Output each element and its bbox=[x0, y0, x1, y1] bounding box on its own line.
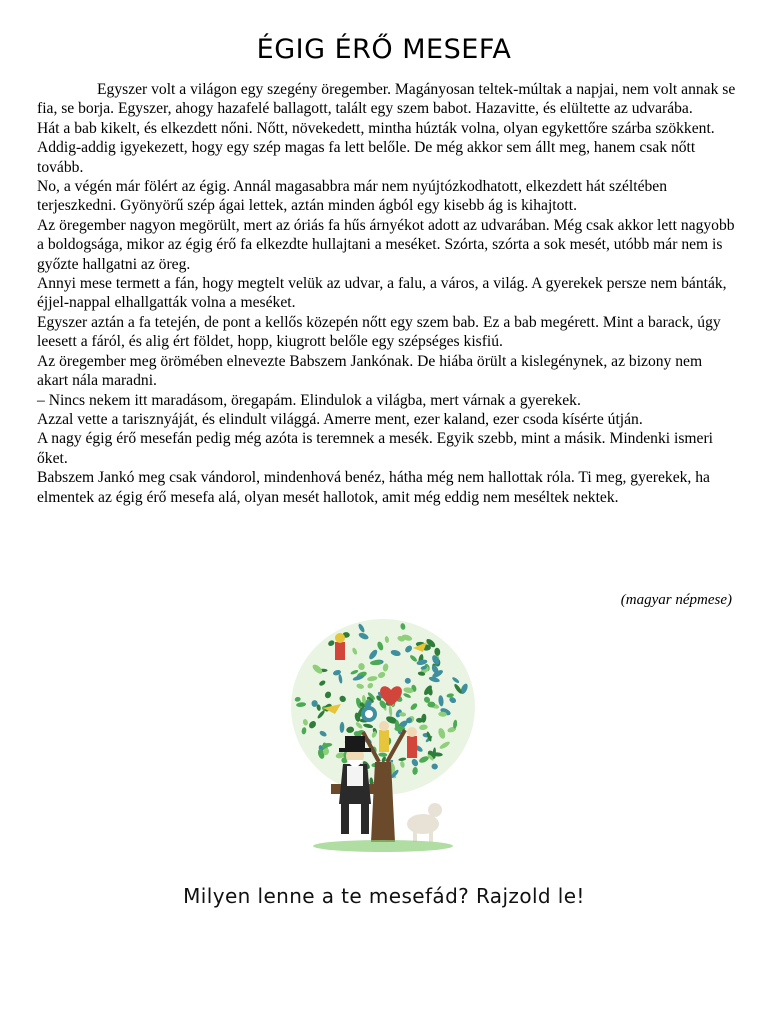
story-paragraph: Annyi mese termett a fán, hogy megtelt velük az udvar, a falu, a város, a világ. A gyerekek persze nem bánták, éjjel-nappal elhallgatták volna a meséket. bbox=[37, 275, 727, 312]
dog-figure bbox=[407, 803, 442, 842]
story-paragraph: Egyszer volt a világon egy szegény öregember. Magányosan teltek-múltak a napjai, nem volt annak se fia, se borja. Egyszer, ahogy hazafelé ballagott, talált egy szem babot. Hazavitte, és elültette az udvarába. bbox=[37, 81, 736, 118]
page-title: ÉGIG ÉRŐ MESEFA bbox=[256, 34, 512, 65]
story-text bbox=[37, 80, 737, 507]
drawing-prompt: Milyen lenne a te mesefád? Rajzold le! bbox=[183, 884, 585, 908]
story-paragraph: Hát a bab kikelt, és elkezdett nőni. Nőtt, növekedett, mintha húzták volna, olyan egykettőre szárba szökkent. Addig-addig igyekezett, hogy egy szép magas fa lett belőle. De még akkor sem állt meg, hanem csak nőtt tovább. bbox=[37, 119, 715, 176]
story-paragraph: Egyszer aztán a fa tetején, de pont a kellős közepén nőtt egy szem bab. Ez a bab megérett. Mint a barack, úgy leesett a fáról, és alig ért földet, hopp, kiugrott belőle egy szépséges kisfiú. bbox=[37, 313, 721, 351]
story-paragraph: Azzal vette a tarisznyáját, és elindult világgá. Amerre ment, ezer kaland, ezer csoda kísérte útján. bbox=[37, 410, 643, 428]
story-paragraph: A nagy égig érő mesefán pedig még azóta is teremnek a mesék. Egyik szebb, mint a másik. Mindenki ismeri őket. bbox=[37, 430, 713, 467]
story-paragraph: No, a végén már fölért az égig. Annál magasabbra már nem nyújtózkodhatott, elkezdett hát széltében terjeszkedni. Gyönyörű szép ágai lettek, aztán minden ágból egy kisebb ág is kihajtott. bbox=[37, 178, 668, 215]
source-attribution: (magyar népmese) bbox=[620, 592, 732, 608]
story-paragraph: – Nincs nekem itt maradásom, öregapám. Elindulok a világba, mert várnak a gyerekek. bbox=[37, 391, 581, 409]
story-paragraph: Az öregember nagyon megörült, mert az óriás fa hűs árnyékot adott az udvarában. Még csak akkor lett nagyobb a boldogsága, mikor az égig érő fa elkezdte hullajtani a meséket. Szórta, szórta a sok mesét, utóbb már nem is győzte hallgatni az öreg. bbox=[37, 216, 735, 273]
fairy-tale-tree-illustration bbox=[283, 612, 483, 862]
grass-patch bbox=[313, 840, 453, 852]
story-paragraph: Az öregember meg örömében elnevezte Babszem Jankónak. De hiába örült a kislegénynek, az bizony nem akart nála maradni. bbox=[37, 352, 703, 390]
story-paragraph: Babszem Jankó meg csak vándorol, mindenhová benéz, hátha még nem hallottak róla. Ti meg, gyerekek, ha elmentek az égig érő mesefa alá, olyan mesét hallotok, amit még eddig nem meséltek nektek. bbox=[37, 469, 710, 506]
